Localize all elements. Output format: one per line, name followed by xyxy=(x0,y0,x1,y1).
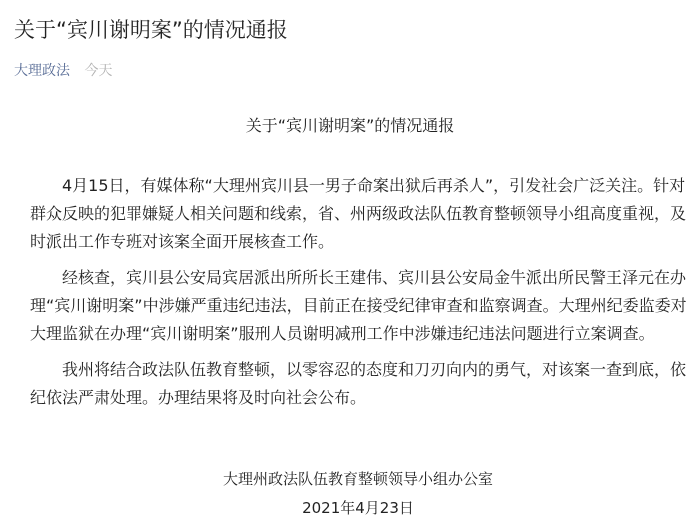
notice-heading: 关于“宾川谢明案”的情况通报 xyxy=(245,116,455,135)
signature-date: 2021年4月23日 xyxy=(302,499,414,517)
author-link[interactable]: 大理政法 xyxy=(14,63,70,79)
article-meta xyxy=(14,61,112,81)
signature-organization: 大理州政法队伍教育整顿领导小组办公室 xyxy=(222,470,493,488)
publish-date: 今天 xyxy=(84,63,113,79)
body-paragraph: 4月15日，有媒体称“大理州宾川县一男子命案出狱后再杀人”，引发社会广泛关注。针对群众反映的犯罪嫌疑人相关问题和线索，省、州两级政法队伍教育整顿领导小组高度重视，及时派出工作专班对该案全面开展核查工作。 xyxy=(30,176,687,251)
notice-body xyxy=(30,172,690,420)
body-paragraph: 我州将结合政法队伍教育整顿，以零容忍的态度和刀刃向内的勇气，对该案一查到底，依纪依法严肃处理。办理结果将及时向社会公布。 xyxy=(30,360,687,407)
page-title: 关于“宾川谢明案”的情况通报 xyxy=(14,18,288,42)
body-paragraph: 经核查，宾川县公安局宾居派出所所长王建伟、宾川县公安局金牛派出所民警王泽元在办理“宾川谢明案”中涉嫌严重违纪违法，目前正在接受纪律审查和监察调查。大理州纪委监委对大理监狱在办理“宾川谢明案”服刑人员谢明减刑工作中涉嫌违纪违法问题进行立案调查。 xyxy=(30,268,687,343)
